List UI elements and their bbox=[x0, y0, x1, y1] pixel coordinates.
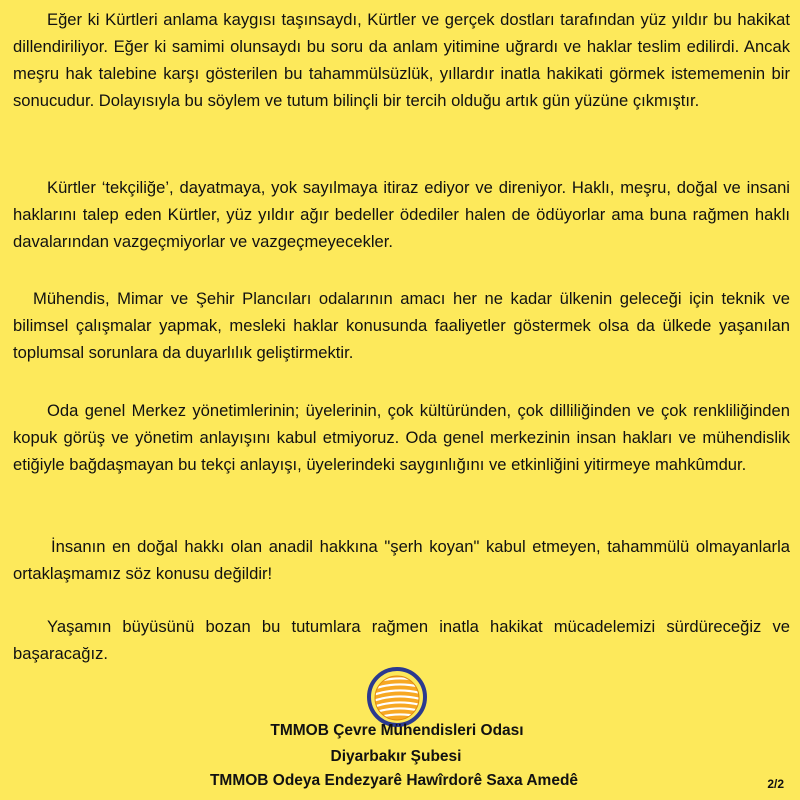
paragraph-resistance: Kürtler ‘tekçiliğe’, dayatmaya, yok sayılmaya itiraz ediyor ve direniyor. Haklı, meşru, doğal ve insani haklarını talep eden Kürtler, yüz yıldır ağır bedeller ödediler halen de ödüyorlar ama buna rağmen haklı davalarından vazgeçmiyorlar ve vazgeçmeyecekler. bbox=[13, 178, 790, 251]
footer-branch: Diyarbakır Şubesi bbox=[330, 748, 462, 765]
paragraph-chambers-purpose: Mühendis, Mimar ve Şehir Plancıları odalarının amacı her ne kadar ülkenin geleceği için teknik ve bilimsel çalışmalar yapmak, mesleki haklar konusunda faaliyetler göstermek olsa da ülkede yaşanılan toplumsal sorunlara da duyarlılık geliştirmektir. bbox=[13, 289, 790, 362]
paragraph-mother-tongue: İnsanın en doğal hakkı olan anadil hakkına "şerh koyan" kabul etmeyen, tahammülü olmayanlarla ortaklaşmamız söz konusu değildir! bbox=[13, 537, 790, 583]
paragraph-closing: Yaşamın büyüsünü bozan bu tutumlara rağmen inatla hakikat mücadelemizi sürdüreceğiz ve başaracağız. bbox=[13, 617, 790, 663]
paragraph-general-center: Oda genel Merkez yönetimlerinin; üyelerinin, çok kültüründen, çok dilliliğinden ve çok renkliliğinden kopuk görüş ve yönetim anlayışını kabul etmiyoruz. Oda genel merkezinin insan hakları ve mühendislik etiğiyle bağdaşmayan bu tekçi anlayışı, üyelerindeki saygınlığını ve etkinliğini yitirmeye mahkûmdur. bbox=[13, 401, 790, 474]
page-number: 2/2 bbox=[767, 777, 784, 791]
footer-org-name: TMMOB Çevre Mühendisleri Odası bbox=[270, 722, 524, 739]
globe-logo-icon bbox=[366, 666, 428, 728]
paragraph-kurt-issue: Eğer ki Kürtleri anlama kaygısı taşınsaydı, Kürtler ve gerçek dostları tarafından yüz yıldır bu hakikat dillendiriliyor. Eğer ki samimi olunsaydı bu soru da anlam yitimine uğrardı ve haklar teslim edilirdi. Ancak meşru hak talebine karşı gösterilen bu tahammülsüzlük, yıllardır inatla hakikati görmek istememenin bir sonucudur. Dolayısıyla bu söylem ve tutum bilinçli bir tercih olduğu artık gün yüzüne çıkmıştır. bbox=[13, 10, 790, 110]
footer-org-name-kurdish: TMMOB Odeya Endezyarê Hawîrdorê Saxa Amedê bbox=[209, 772, 579, 789]
